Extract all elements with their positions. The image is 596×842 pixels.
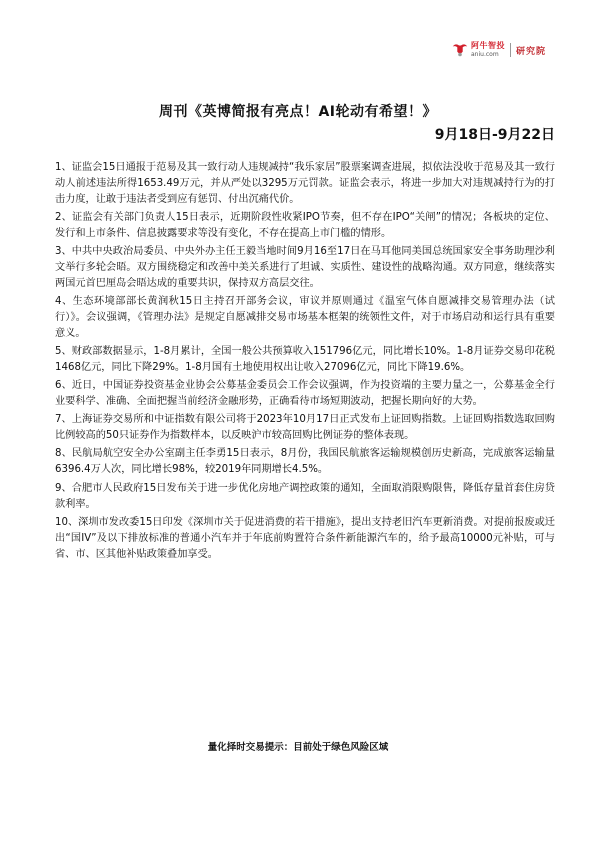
bull-logo-icon (451, 41, 469, 59)
news-item-6: 6、近日，中国证券投资基金业协会公募基金委员会工作会议强调，作为投资端的主要力量之一，公募基金全行业要科学、准确、全面把握当前经济金融形势，正确看待市场短期波动，把握长期向好的大势。 (55, 380, 555, 408)
logo-divider (510, 43, 511, 57)
trading-hint: 量化择时交易提示：目前处于绿色风险区域 (207, 742, 389, 753)
brand-logo (451, 41, 546, 59)
news-item-1: 1、证监会15日通报于范易及其一致行动人违规减持“我乐家居”股票案调查进展，拟依法没收于范易及其一致行动人前述违法所得1653.49万元，并从严处以3295万元罚款。证监会表示，将进一步加大对违规减持行为的打击力度，让敢于违法者受到应有惩罚、付出沉痛代价。 (55, 162, 555, 205)
news-item-9: 9、合肥市人民政府15日发布关于进一步优化房地产调控政策的通知，全面取消限购限售，降低存量首套住房贷款利率。 (55, 482, 555, 510)
news-item-7: 7、上海证券交易所和中证指数有限公司将于2023年10月17日正式发布上证回购指数。上证回购指数选取回购比例较高的50只证券作为指数样本，以反映沪市较高回购比例证券的整体表现。 (55, 414, 555, 442)
date-range: 9月18日-9月22日 (434, 127, 555, 143)
news-item-4: 4、生态环境部部长黄润秋15日主持召开部务会议，审议并原则通过《温室气体自愿减排交易管理办法（试行）》。会议强调，《管理办法》是规定自愿减排交易市场基本框架的统领性文件，对于市场启动和运行具有重要意义。 (55, 296, 555, 339)
news-item-3: 3、中共中央政治局委员、中央外办主任王毅当地时间9月16至17日在马耳他同美国总统国家安全事务助理沙利文举行多轮会晤。双方围绕稳定和改善中美关系进行了坦诚、实质性、建设性的战略沟通。双方同意，继续落实两国元首巴厘岛会晤达成的重要共识，保持双方高层交往。 (55, 246, 555, 289)
news-list (55, 160, 555, 565)
news-item-2: 2、证监会有关部门负责人15日表示，近期阶段性收紧IPO节奏，但不存在IPO“关闸”的情况；各板块的定位、发行和上市条件、信息披露要求等没有变化，不存在提高上市门槛的情形。 (55, 212, 555, 239)
logo-department: 研究院 (516, 46, 547, 57)
logo-text (471, 42, 505, 58)
logo-url: aniu.com (471, 51, 499, 58)
news-item-10: 10、深圳市发改委15日印发《深圳市关于促进消费的若干措施》，提出支持老旧汽车更新消费。对提前报废或迁出“国IV”及以下排放标准的普通小汽车并于年底前购置符合条件新能源汽车的，给予最高10000元补贴，可与省、市、区其他补贴政策叠加享受。 (55, 516, 555, 560)
news-item-8: 8、民航局航空安全办公室副主任李勇15日表示，8月份，我国民航旅客运输规模创历史新高，完成旅客运输量6396.4万人次，同比增长98%，较2019年同期增长4.5%。 (55, 448, 555, 476)
logo-name: 阿牛智投 (471, 41, 505, 50)
page-title: 周刊《英博简报有亮点！AI轮动有希望！》 (158, 104, 438, 120)
news-item-5: 5、财政部数据显示，1-8月累计，全国一般公共预算收入151796亿元，同比增长10%。1-8月证券交易印花税1468亿元，同比下降29%。1-8月国有土地使用权出让收入27096亿元，同比下降19.6%。 (55, 346, 555, 374)
